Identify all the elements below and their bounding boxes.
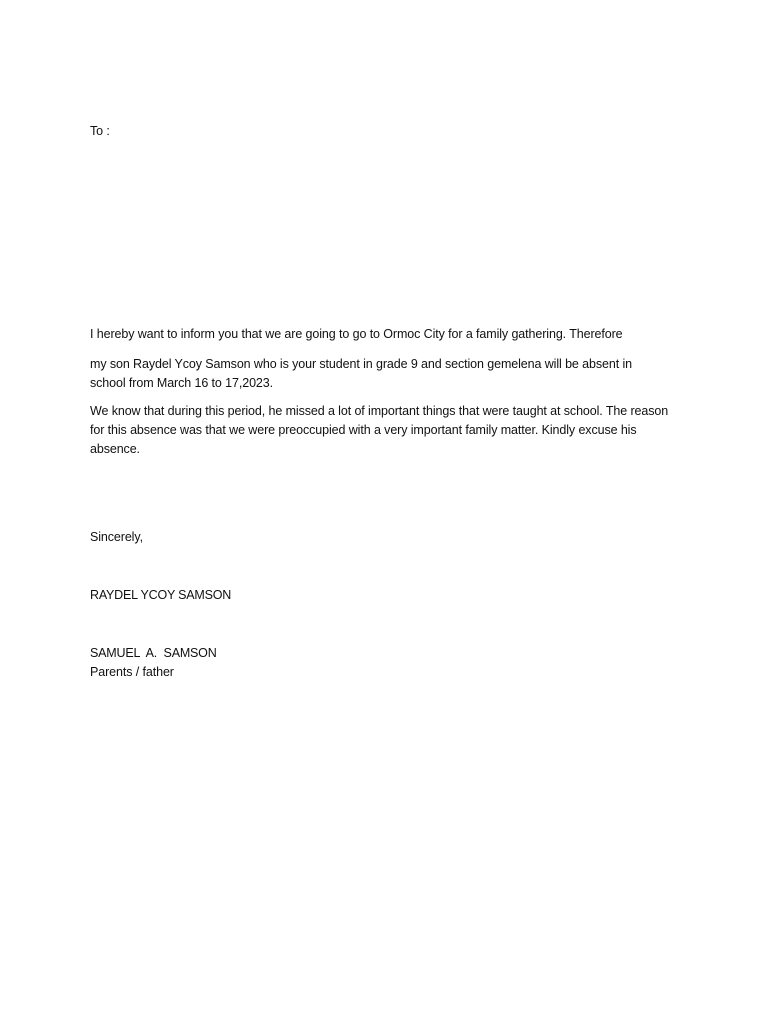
paragraph-intro: I hereby want to inform you that we are going to go to Ormoc City for a family gathering. Therefore: [90, 327, 623, 341]
student-name: RAYDEL YCOY SAMSON: [90, 588, 232, 602]
signatory-role: Parents / father: [90, 665, 174, 679]
closing-salutation: Sincerely,: [90, 530, 143, 544]
paragraph-absence-details: my son Raydel Ycoy Samson who is your student in grade 9 and section gemelena will be absent in school from March 16 to 17,2023.: [90, 357, 632, 390]
signatory-name: SAMUEL A. SAMSON: [90, 646, 217, 660]
to-label: To :: [90, 124, 110, 138]
paragraph-reason: We know that during this period, he missed a lot of important things that were taught at school. The reason for this absence was that we were preoccupied with a very important family matter. Kindly excuse his absence.: [90, 404, 669, 456]
